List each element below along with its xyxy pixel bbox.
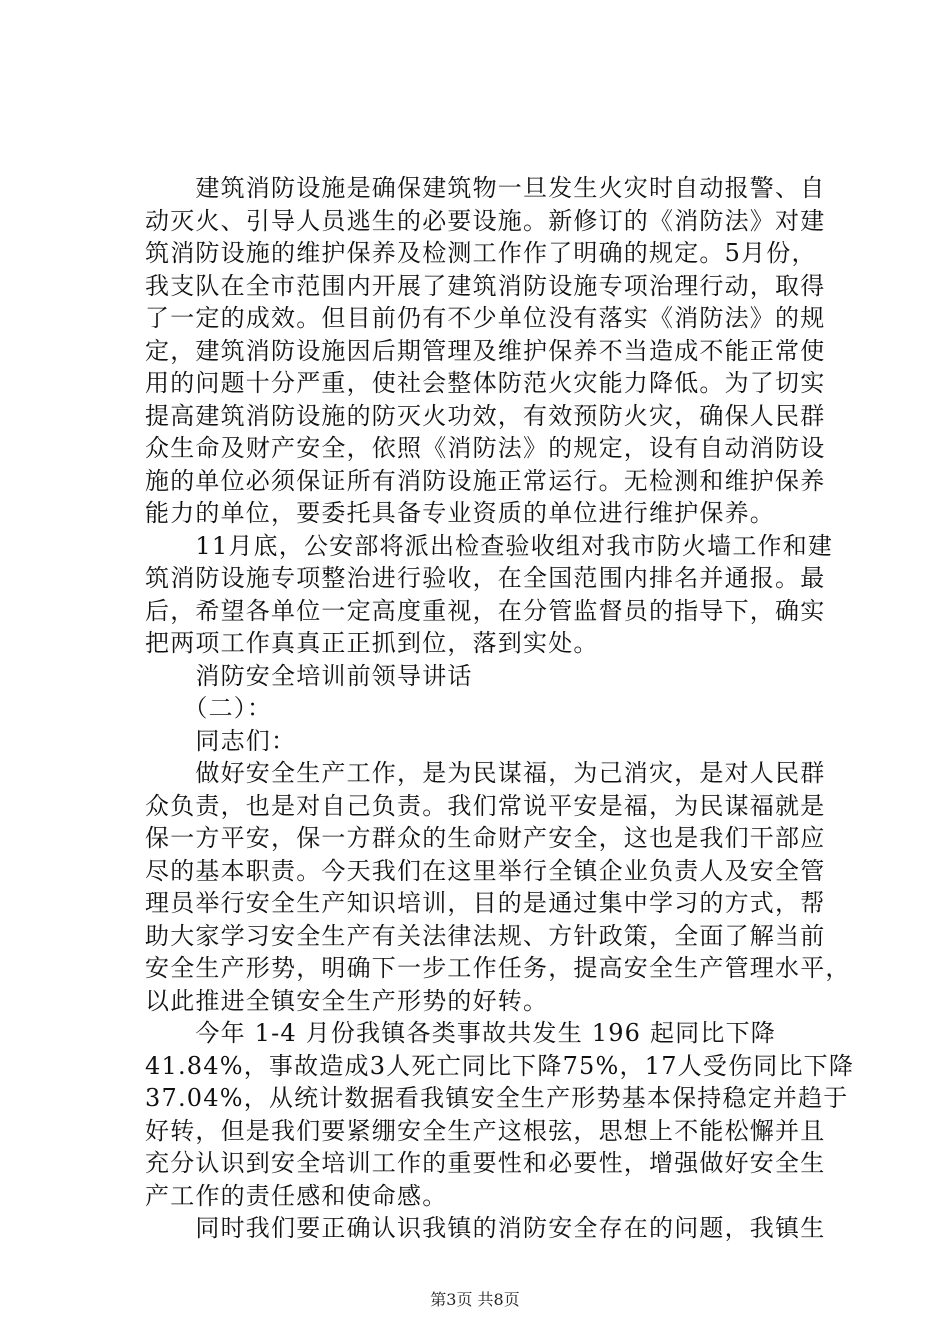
page-number-footer: 第3页 共8页 xyxy=(430,1290,520,1309)
text-line: 众生命及财产安全，依照《消防法》的规定，设有自动消防设 xyxy=(145,434,826,462)
section-heading: 消防安全培训前领导讲话 xyxy=(145,661,473,690)
text-line: 尽的基本职责。今天我们在这里举行全镇企业负责人及安全管 xyxy=(145,856,826,885)
text-line: 保一方平安，保一方群众的生命财产安全，这也是我们干部应 xyxy=(145,824,826,852)
text-line: 提高建筑消防设施的防灭火功效，有效预防火灾，确保人民群 xyxy=(145,401,826,430)
text-line: 做好安全生产工作，是为民谋福，为己消灾，是对人民群 xyxy=(145,759,826,787)
text-line: 能力的单位，要委托具备专业资质的单位进行维护保养。 xyxy=(145,499,775,527)
text-line: 了一定的成效。但目前仍有不少单位没有落实《消防法》的规 xyxy=(145,304,826,332)
text-line: 好转，但是我们要紧绷安全生产这根弦，思想上不能松懈并且 xyxy=(145,1116,826,1145)
text-line: 我支队在全市范围内开展了建筑消防设施专项治理行动，取得 xyxy=(145,271,826,300)
text-line: 后，希望各单位一定高度重视，在分管监督员的指导下，确实 xyxy=(145,596,826,625)
text-line: 把两项工作真真正正抓到位，落到实处。 xyxy=(145,629,599,657)
text-line: 定，建筑消防设施因后期管理及维护保养不当造成不能正常使 xyxy=(145,336,826,365)
text-line: 同时我们要正确认识我镇的消防安全存在的问题，我镇生 xyxy=(145,1214,826,1242)
text-line: 11月底，公安部将派出检查验收组对我市防火墙工作和建 xyxy=(145,531,834,560)
text-line: 以此推进全镇安全生产形势的好转。 xyxy=(145,986,549,1015)
text-line: 用的问题十分严重，使社会整体防范火灾能力降低。为了切实 xyxy=(145,369,826,397)
text-line: 动灭火、引导人员逃生的必要设施。新修订的《消防法》对建 xyxy=(145,206,826,235)
text-line: 充分认识到安全培训工作的重要性和必要性，增强做好安全生 xyxy=(145,1149,826,1177)
salutation: 同志们： xyxy=(145,726,297,755)
text-line: 建筑消防设施是确保建筑物一旦发生火灾时自动报警、自 xyxy=(145,174,826,202)
text-line: 筑消防设施的维护保养及检测工作作了明确的规定。5月份， xyxy=(145,239,817,267)
text-line: 理员举行安全生产知识培训，目的是通过集中学习的方式，帮 xyxy=(145,889,826,917)
text-line: 安全生产形势，明确下一步工作任务，提高安全生产管理水平， xyxy=(145,954,851,982)
text-line: 产工作的责任感和使命感。 xyxy=(145,1181,448,1210)
text-line: 助大家学习安全生产有关法律法规、方针政策，全面了解当前 xyxy=(145,921,826,950)
text-line: 37.04%，从统计数据看我镇安全生产形势基本保持稳定并趋于 xyxy=(145,1084,849,1112)
section-subheading: （二）： xyxy=(145,694,273,722)
text-line: 今年 1-4 月份我镇各类事故共发生 196 起同比下降 xyxy=(145,1019,776,1047)
text-line: 施的单位必须保证所有消防设施正常运行。无检测和维护保养 xyxy=(145,466,826,495)
text-line: 筑消防设施专项整治进行验收，在全国范围内排名并通报。最 xyxy=(145,564,826,592)
text-line: 众负责，也是对自己负责。我们常说平安是福，为民谋福就是 xyxy=(145,791,826,820)
text-line: 41.84%，事故造成3人死亡同比下降75%，17人受伤同比下降 xyxy=(145,1051,855,1080)
